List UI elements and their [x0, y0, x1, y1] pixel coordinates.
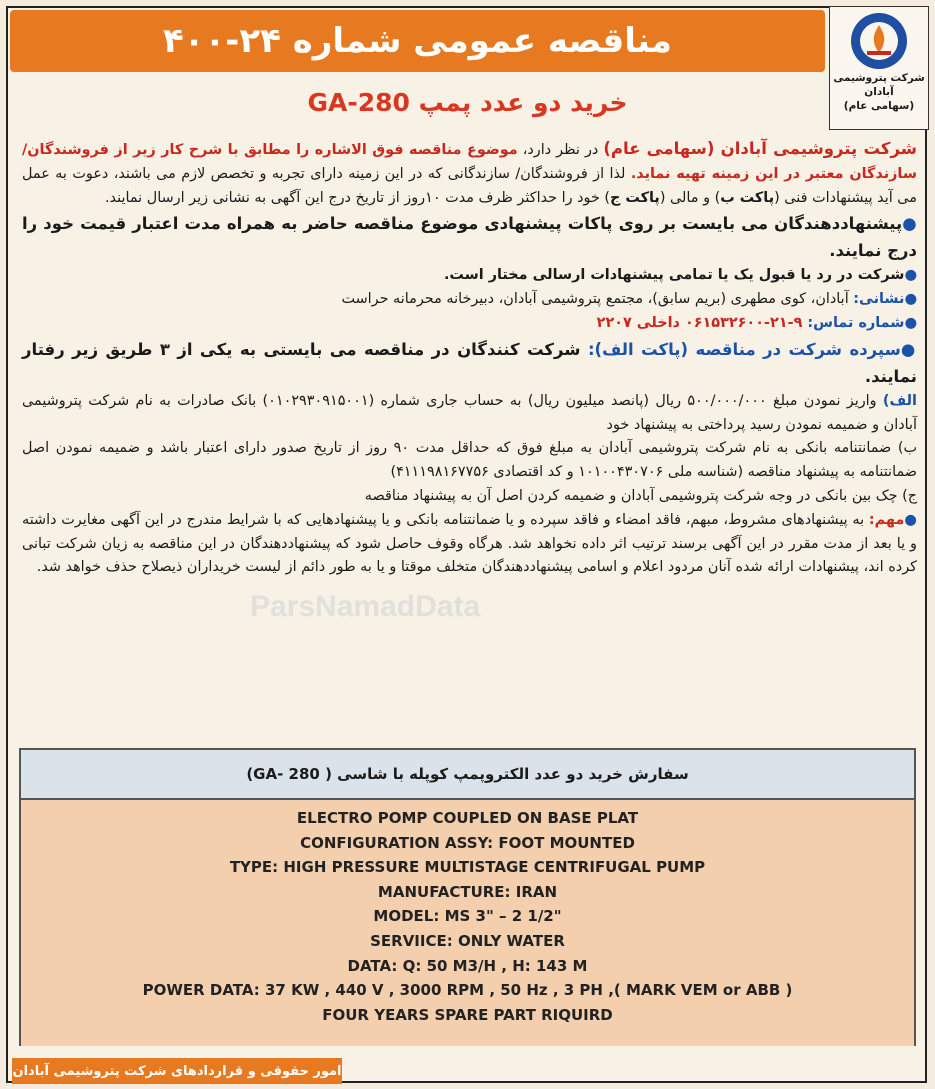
spec-line: MANUFACTURE: IRAN: [377, 882, 558, 901]
option-c: ج) چک بین بانکی در وجه شرکت پتروشیمی آبادان و ضمیمه کردن اصل آن به پیشنهاد مناقصه: [364, 487, 917, 504]
spec-line: FOUR YEARS SPARE PART RIQUIRD: [322, 1005, 613, 1024]
notice-body: [22, 135, 917, 580]
bullet-rights: ●شرکت در رد یا قبول یک یا تمامی پیشنهادات ارسالی مختار است.: [443, 267, 917, 284]
important-note: ●مهم: به پیشنهادهای مشروط، مبهم، فاقد امضاء و فاقد سپرده و یا ضمانتنامه بانکی و یا پیشنهادهایی که با شرایط مندرج در این آگهی مغایرت داشته و یا بعد از مدت مقرر در این آگهی برسند ترتیب اثر داده نخواهد شد. هرگاه وقوف حاصل شود که پیشنهاددهندگان در این مناقصه به زیان شرکت تبانی کرده اند، پیشنهادات ارائه شده آنان مردود اعلام و اسامی پیشنهاددهندگان متخلف موقتا و یا به طور دائم از لیست خریداران ذیصلاح حذف خواهد شد.: [22, 511, 917, 576]
spec-line: SERVIICE: ONLY WATER: [370, 931, 565, 950]
intro-paragraph: شرکت پتروشیمی آبادان (سهامی عام) در نظر دارد، موضوع مناقصه فوق الاشاره را مطابق با شرح کار زیر از فروشندگان/ سازندگان معتبر در این زمینه تهیه نماید. لذا از فروشندگان/ سازندگانی که در این زمینه دارای تجربه و تخصص لازم می باشند، دعوت به عمل می آید پیشنهادات فنی (پاکت ب) و مالی (پاکت ج) خود را حداکثر ظرف مدت ۱۰روز از تاریخ درج این آگهی به نشانی زیر ارسال نمایند.: [22, 139, 917, 206]
spec-line: MODEL: MS 3" – 2 1/2": [373, 907, 562, 926]
petrochemical-emblem-icon: [851, 13, 907, 69]
page-title: مناقصه عمومی شماره ۲۴-۴۰۰: [163, 21, 672, 61]
bullet-dot-icon: ●: [904, 267, 917, 284]
bullet-dot-icon: ●: [904, 291, 917, 308]
footer-banner: امور حقوقی و قراردادهای شرکت پتروشیمی آبادان: [12, 1058, 342, 1084]
logo-line-1: شرکت پتروشیمی: [833, 72, 925, 84]
option-a: الف) واریز نمودن مبلغ ۵۰۰/۰۰۰/۰۰۰ ریال (پانصد میلیون ریال) به حساب جاری شماره (۰۱۰۲۹۳۰۹۱۵۰۰۱) بانک صادرات به نام شرکت پتروشیمی آبادان و ضمیمه نمودن رسید پرداختی به پیشنهاد خود: [22, 392, 917, 433]
spec-line: POWER DATA: 37 KW , 440 V , 3000 RPM , 50 Hz , 3 PH ,( MARK VEM or ABB ): [142, 981, 793, 1000]
bullet-phone: ●شماره تماس: ۹-۲۱-۰۶۱۵۳۲۶۰۰ داخلی ۲۲۰۷: [596, 314, 917, 331]
spec-box-heading: سفارش خرید دو عدد الکتروپمپ کوپله با شاسی ( GA- 280): [21, 750, 914, 800]
watermark: ParsNamadData: [250, 590, 481, 623]
bullet-address: ●نشانی: آبادان، کوی مطهری (بریم سابق)، مجتمع پتروشیمی آبادان، دبیرخانه محرمانه حراست: [341, 291, 917, 308]
bullet-dot-icon: ●: [900, 339, 917, 359]
notice-subtitle: خرید دو عدد پمپ GA-280: [307, 88, 628, 117]
logo-line-2: آبادان: [864, 86, 894, 98]
spec-box-body: [21, 800, 914, 1046]
logo-line-3: (سهامی عام): [843, 100, 915, 112]
spec-line: TYPE: HIGH PRESSURE MULTISTAGE CENTRIFUGAL PUMP: [229, 858, 706, 877]
title-bar: [10, 10, 825, 72]
spec-line: ELECTRO POMP COUPLED ON BASE PLAT: [296, 809, 639, 827]
bullet-dot-icon: ●: [904, 511, 917, 528]
option-b: ب) ضمانتنامه بانکی به نام شرکت پتروشیمی آبادان به مبلغ فوق که حداقل مدت ۹۰ روز از تاریخ صدور دارای اعتبار باشد و ضمیمه نمودن اصل ضمانتنامه به پیشنهاد مناقصه (شناسه ملی ۱۰۱۰۰۴۳۰۷۰۶ و کد اقتصادی ۴۱۱۱۹۸۱۶۷۷۵۶): [22, 440, 918, 481]
bullet-dot-icon: ●: [902, 214, 917, 234]
bullet-pricing: ●پیشنهاددهندگان می بایست بر روی پاکات پیشنهادی موضوع مناقصه حاضر به همراه مدت اعتبار قیمت خود را درج نمایند.: [22, 214, 917, 261]
bullet-dot-icon: ●: [904, 314, 917, 331]
bullet-deposit: ●سپرده شرکت در مناقصه (پاکت الف): شرکت کنندگان در مناقصه می بایستی به یکی از ۳ طریق زیر رفتار نمایند.: [22, 339, 917, 386]
spec-line: DATA: Q: 50 M3/H , H: 143 M: [347, 956, 588, 975]
spec-line: CONFIGURATION ASSY: FOOT MOUNTED: [300, 833, 635, 852]
spec-box: [19, 748, 916, 1046]
